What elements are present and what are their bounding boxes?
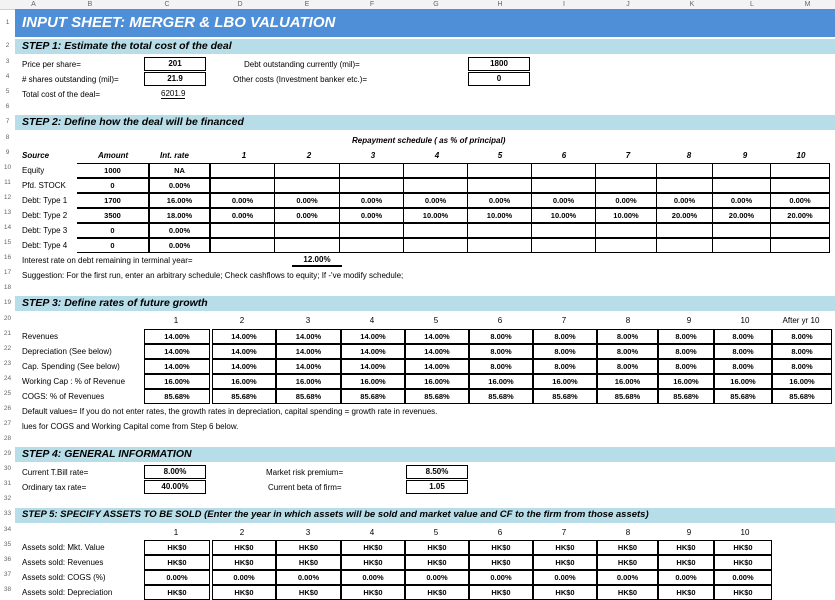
repayment-cell[interactable] [595, 163, 657, 178]
growth-cell[interactable]: 8.00% [597, 329, 658, 344]
growth-cell[interactable]: 14.00% [341, 344, 405, 359]
row-number-18[interactable]: 18 [3, 284, 12, 291]
repayment-cell[interactable]: 0.00% [339, 193, 404, 208]
terminal-rate-input[interactable]: 12.00% [292, 255, 342, 267]
row-number-29[interactable]: 29 [3, 450, 12, 457]
repayment-cell[interactable] [656, 238, 713, 253]
column-header-e[interactable]: E [304, 1, 310, 8]
asset-year-9: 9 [686, 528, 692, 537]
row-number-10[interactable]: 10 [3, 164, 12, 171]
row-number-11[interactable]: 11 [4, 179, 11, 186]
repayment-year-2: 2 [306, 151, 312, 160]
growth-row-label: Working Cap : % of Revenue [22, 377, 126, 386]
suggestion-note: Suggestion: For the first run, enter an arbitrary schedule; Check cashflows to equity; If -'ve modify schedule; [22, 271, 404, 280]
int-rate-cell[interactable]: 18.00% [149, 208, 210, 223]
growth-cell[interactable]: 14.00% [405, 344, 469, 359]
repayment-cell[interactable] [770, 223, 830, 238]
asset-cell[interactable]: HK$0 [276, 555, 341, 570]
row-number-28[interactable]: 28 [3, 435, 12, 442]
repayment-year-5: 5 [497, 151, 503, 160]
tbill-label: Current T.Bill rate= [22, 468, 89, 477]
asset-year-2: 2 [239, 528, 245, 537]
amount-cell[interactable]: 0 [77, 178, 149, 193]
growth-cell[interactable]: 16.00% [341, 374, 405, 389]
row-number-14[interactable]: 14 [3, 224, 12, 231]
repayment-cell[interactable]: 20.00% [770, 208, 830, 223]
repayment-cell[interactable] [467, 163, 532, 178]
repayment-cell[interactable] [770, 238, 830, 253]
tax-label: Ordinary tax rate= [22, 483, 87, 492]
asset-cell[interactable]: 0.00% [658, 570, 714, 585]
asset-year-4: 4 [369, 528, 375, 537]
growth-row-label: COGS: % of Revenues [22, 392, 105, 401]
growth-year-2: 3 [305, 316, 311, 325]
asset-cell[interactable]: 0.00% [341, 570, 405, 585]
growth-cell[interactable]: 14.00% [212, 344, 276, 359]
row-number-5[interactable]: 5 [5, 88, 10, 95]
shares-label: # shares outstanding (mil)= [22, 75, 119, 84]
repayment-cell[interactable]: 0.00% [712, 193, 771, 208]
row-number-13[interactable]: 13 [3, 209, 12, 216]
growth-row-label: Cap. Spending (See below) [22, 362, 120, 371]
asset-year-8: 8 [625, 528, 631, 537]
asset-cell[interactable]: HK$0 [212, 540, 276, 555]
repayment-cell[interactable] [712, 223, 771, 238]
row-number-22[interactable]: 22 [3, 345, 12, 352]
repayment-cell[interactable] [274, 238, 340, 253]
growth-cell[interactable]: 14.00% [144, 359, 210, 374]
asset-cell[interactable]: HK$0 [341, 555, 405, 570]
growth-cell[interactable]: 85.68% [212, 389, 276, 404]
tbill-input[interactable]: 8.00% [144, 465, 206, 479]
growth-cell[interactable]: 85.68% [658, 389, 714, 404]
row-number-15[interactable]: 15 [3, 239, 12, 246]
growth-cell[interactable]: 14.00% [212, 329, 276, 344]
sheet-title: INPUT SHEET: MERGER & LBO VALUATION [22, 14, 336, 31]
row-number-34[interactable]: 34 [3, 526, 12, 533]
row-number-19[interactable]: 19 [3, 299, 12, 306]
growth-year-0: 1 [173, 316, 179, 325]
growth-cell[interactable]: 14.00% [276, 344, 341, 359]
row-number-7[interactable]: 7 [5, 118, 10, 125]
repayment-cell[interactable] [531, 238, 596, 253]
int-rate-cell[interactable]: 0.00% [149, 223, 210, 238]
asset-cell[interactable]: HK$0 [276, 540, 341, 555]
repayment-cell[interactable]: 10.00% [403, 208, 468, 223]
asset-cell[interactable]: HK$0 [469, 555, 533, 570]
repayment-year-4: 4 [434, 151, 440, 160]
row-number-25[interactable]: 25 [3, 390, 12, 397]
int-rate-cell[interactable]: 0.00% [149, 178, 210, 193]
asset-cell[interactable]: 0.00% [212, 570, 276, 585]
growth-cell[interactable]: 16.00% [212, 374, 276, 389]
default-values-note: Default values= If you do not enter rates, the growth rates in depreciation, capital spending = growth rate in revenues. [22, 407, 438, 416]
growth-cell[interactable]: 85.68% [405, 389, 469, 404]
repayment-cell[interactable] [339, 178, 404, 193]
growth-cell[interactable]: 16.00% [405, 374, 469, 389]
growth-year-6: 7 [561, 316, 567, 325]
int-rate-cell[interactable]: 0.00% [149, 238, 210, 253]
repayment-cell[interactable] [339, 223, 404, 238]
column-header-j[interactable]: J [626, 1, 630, 8]
row-number-24[interactable]: 24 [3, 375, 12, 382]
source-label: Debt: Type 3 [22, 226, 68, 235]
growth-row-label: Revenues [22, 332, 59, 341]
repayment-schedule-title: Repayment schedule ( as % of principal) [352, 136, 506, 145]
row-number-2[interactable]: 2 [5, 42, 10, 49]
repayment-year-8: 8 [686, 151, 692, 160]
asset-cell[interactable]: HK$0 [597, 540, 658, 555]
asset-cell[interactable]: 0.00% [405, 570, 469, 585]
repayment-cell[interactable] [403, 223, 468, 238]
growth-year-3: 4 [369, 316, 375, 325]
cogs-note: lues for COGS and Working Capital come from Step 6 below. [22, 422, 239, 431]
row-number-16[interactable]: 16 [3, 254, 12, 261]
asset-year-6: 6 [497, 528, 503, 537]
int-rate-header: Int. rate [160, 151, 189, 160]
repayment-cell[interactable] [403, 178, 468, 193]
growth-cell[interactable]: 8.00% [597, 344, 658, 359]
growth-year-8: 9 [686, 316, 692, 325]
asset-year-3: 3 [305, 528, 311, 537]
row-number-31[interactable]: 31 [3, 480, 12, 487]
repayment-cell[interactable] [403, 163, 468, 178]
asset-cell[interactable]: HK$0 [341, 585, 405, 600]
asset-row-label: Assets sold: COGS (%) [22, 573, 106, 582]
repayment-cell[interactable] [656, 178, 713, 193]
repayment-cell[interactable]: 20.00% [656, 208, 713, 223]
growth-cell[interactable]: 16.00% [714, 374, 772, 389]
repayment-cell[interactable]: 10.00% [595, 208, 657, 223]
repayment-cell[interactable] [467, 178, 532, 193]
growth-year-7: 8 [625, 316, 631, 325]
asset-cell[interactable]: HK$0 [533, 585, 597, 600]
repayment-year-3: 3 [370, 151, 376, 160]
growth-cell[interactable]: 85.68% [341, 389, 405, 404]
repayment-cell[interactable] [210, 178, 275, 193]
growth-year-5: 6 [497, 316, 503, 325]
growth-cell[interactable]: 16.00% [597, 374, 658, 389]
growth-cell[interactable]: 14.00% [276, 329, 341, 344]
total-cost-label: Total cost of the deal= [22, 90, 101, 99]
repayment-cell[interactable] [712, 163, 771, 178]
market-risk-input[interactable]: 8.50% [406, 465, 468, 479]
shares-input[interactable]: 21.9 [144, 72, 206, 86]
repayment-year-6: 6 [561, 151, 567, 160]
column-header-l[interactable]: L [750, 1, 754, 8]
growth-cell[interactable]: 16.00% [469, 374, 533, 389]
asset-cell[interactable]: HK$0 [405, 585, 469, 600]
tax-input[interactable]: 40.00% [144, 480, 206, 494]
repayment-cell[interactable] [467, 223, 532, 238]
total-cost-value: 6201.9 [161, 89, 186, 98]
growth-cell[interactable]: 8.00% [658, 359, 714, 374]
asset-cell[interactable]: HK$0 [714, 585, 772, 600]
repayment-cell[interactable] [656, 163, 713, 178]
column-header-g[interactable]: G [433, 1, 439, 8]
growth-cell[interactable]: 8.00% [533, 359, 597, 374]
repayment-cell[interactable]: 0.00% [210, 208, 275, 223]
column-header-i[interactable]: I [563, 1, 565, 8]
growth-cell[interactable]: 8.00% [714, 359, 772, 374]
market-risk-label: Market risk premium= [266, 468, 344, 477]
growth-cell[interactable]: 16.00% [658, 374, 714, 389]
price-input[interactable]: 201 [144, 57, 206, 71]
asset-cell[interactable]: HK$0 [714, 555, 772, 570]
repayment-cell[interactable]: 0.00% [339, 208, 404, 223]
row-number-12[interactable]: 12 [3, 194, 12, 201]
row-number-26[interactable]: 26 [3, 405, 12, 412]
row-number-36[interactable]: 36 [3, 556, 12, 563]
growth-cell[interactable]: 85.68% [533, 389, 597, 404]
asset-year-10: 10 [740, 528, 750, 537]
repayment-cell[interactable]: 0.00% [531, 193, 596, 208]
repayment-cell[interactable] [467, 238, 532, 253]
asset-cell[interactable]: HK$0 [144, 555, 210, 570]
repayment-cell[interactable] [531, 163, 596, 178]
repayment-year-7: 7 [625, 151, 631, 160]
asset-cell[interactable]: HK$0 [658, 555, 714, 570]
growth-cell[interactable]: 14.00% [405, 359, 469, 374]
asset-cell[interactable]: HK$0 [658, 585, 714, 600]
asset-row-label: Assets sold: Revenues [22, 558, 104, 567]
growth-cell[interactable]: 85.68% [144, 389, 210, 404]
growth-cell[interactable]: 14.00% [144, 329, 210, 344]
asset-cell[interactable]: HK$0 [533, 555, 597, 570]
column-header-d[interactable]: D [237, 1, 243, 8]
growth-cell[interactable]: 85.68% [772, 389, 832, 404]
asset-cell[interactable]: HK$0 [714, 540, 772, 555]
column-header-h[interactable]: H [497, 1, 503, 8]
column-header-a[interactable]: A [31, 1, 36, 8]
asset-cell[interactable]: HK$0 [405, 540, 469, 555]
source-label: Pfd. STOCK [22, 181, 66, 190]
growth-cell[interactable]: 85.68% [714, 389, 772, 404]
step5-heading: STEP 5: SPECIFY ASSETS TO BE SOLD (Enter the year in which assets will be sold and market value and CF to the firm from those assets) [22, 509, 649, 520]
growth-cell[interactable]: 14.00% [341, 359, 405, 374]
asset-cell[interactable]: HK$0 [597, 585, 658, 600]
row-number-6[interactable]: 6 [5, 103, 10, 110]
asset-year-7: 7 [561, 528, 567, 537]
growth-cell[interactable]: 8.00% [597, 359, 658, 374]
amount-cell[interactable]: 0 [77, 223, 149, 238]
repayment-cell[interactable] [595, 223, 657, 238]
growth-cell[interactable]: 8.00% [469, 344, 533, 359]
growth-cell[interactable]: 85.68% [597, 389, 658, 404]
amount-cell[interactable]: 3500 [77, 208, 149, 223]
row-number-4[interactable]: 4 [5, 73, 10, 80]
price-label: Price per share= [22, 60, 81, 69]
asset-cell[interactable]: HK$0 [144, 585, 210, 600]
row-number-9[interactable]: 9 [5, 149, 10, 156]
growth-cell[interactable]: 8.00% [469, 329, 533, 344]
repayment-year-10: 10 [796, 151, 806, 160]
growth-cell[interactable]: 8.00% [533, 344, 597, 359]
amount-cell[interactable]: 1700 [77, 193, 149, 208]
repayment-cell[interactable] [339, 238, 404, 253]
asset-cell[interactable]: HK$0 [469, 540, 533, 555]
asset-cell[interactable]: HK$0 [212, 585, 276, 600]
step4-heading: STEP 4: GENERAL INFORMATION [22, 448, 192, 460]
repayment-cell[interactable] [770, 178, 830, 193]
row-number-37[interactable]: 37 [3, 571, 12, 578]
source-label: Debt: Type 4 [22, 241, 68, 250]
repayment-cell[interactable] [403, 238, 468, 253]
repayment-cell[interactable]: 10.00% [531, 208, 596, 223]
terminal-rate-label: Interest rate on debt remaining in terminal year= [22, 256, 193, 265]
asset-cell[interactable]: HK$0 [341, 540, 405, 555]
source-label: Debt: Type 2 [22, 211, 68, 220]
repayment-cell[interactable] [339, 163, 404, 178]
growth-cell[interactable]: 8.00% [533, 329, 597, 344]
repayment-cell[interactable]: 20.00% [712, 208, 771, 223]
repayment-cell[interactable]: 0.00% [467, 193, 532, 208]
row-number-21[interactable]: 21 [3, 330, 12, 337]
step1-heading: STEP 1: Estimate the total cost of the deal [22, 40, 232, 52]
row-number-30[interactable]: 30 [3, 465, 12, 472]
repayment-cell[interactable] [274, 223, 340, 238]
row-number-23[interactable]: 23 [3, 360, 12, 367]
repayment-cell[interactable] [531, 178, 596, 193]
asset-cell[interactable]: 0.00% [276, 570, 341, 585]
growth-cell[interactable]: 14.00% [341, 329, 405, 344]
repayment-cell[interactable] [770, 163, 830, 178]
amount-cell[interactable]: 1000 [77, 163, 149, 178]
repayment-cell[interactable]: 0.00% [210, 193, 275, 208]
asset-cell[interactable]: HK$0 [276, 585, 341, 600]
amount-cell[interactable]: 0 [77, 238, 149, 253]
growth-row-label: Depreciation (See below) [22, 347, 112, 356]
growth-year-1: 2 [239, 316, 245, 325]
repayment-cell[interactable]: 0.00% [770, 193, 830, 208]
amount-header: Amount [98, 151, 129, 160]
growth-cell[interactable]: 14.00% [405, 329, 469, 344]
row-number-32[interactable]: 32 [3, 495, 12, 502]
repayment-cell[interactable] [595, 238, 657, 253]
asset-cell[interactable]: 0.00% [144, 570, 210, 585]
repayment-cell[interactable] [274, 163, 340, 178]
asset-cell[interactable]: HK$0 [144, 540, 210, 555]
asset-cell[interactable]: HK$0 [658, 540, 714, 555]
source-label: Equity [22, 166, 45, 175]
growth-cell[interactable]: 85.68% [469, 389, 533, 404]
source-label: Debt: Type 1 [22, 196, 68, 205]
repayment-cell[interactable] [210, 163, 275, 178]
row-number-3[interactable]: 3 [5, 58, 10, 65]
asset-cell[interactable]: 0.00% [469, 570, 533, 585]
repayment-cell[interactable] [656, 223, 713, 238]
growth-cell[interactable]: 8.00% [469, 359, 533, 374]
repayment-cell[interactable] [712, 178, 771, 193]
other-costs-label: Other costs (Investment banker etc.)= [233, 75, 368, 84]
repayment-cell[interactable] [274, 178, 340, 193]
beta-label: Current beta of firm= [268, 483, 342, 492]
growth-cell[interactable]: 16.00% [772, 374, 832, 389]
column-header-b[interactable]: B [87, 1, 93, 8]
row-number-8[interactable]: 8 [5, 134, 10, 141]
growth-cell[interactable]: 16.00% [533, 374, 597, 389]
growth-cell[interactable]: 8.00% [772, 359, 832, 374]
asset-cell[interactable]: 0.00% [533, 570, 597, 585]
row-number-35[interactable]: 35 [3, 541, 12, 548]
row-number-1[interactable]: 1 [5, 19, 10, 26]
column-header-f[interactable]: F [369, 1, 375, 8]
growth-year-9: 10 [740, 316, 750, 325]
row-number-38[interactable]: 38 [3, 586, 12, 593]
repayment-cell[interactable]: 0.00% [403, 193, 468, 208]
growth-cell[interactable]: 16.00% [276, 374, 341, 389]
repayment-cell[interactable] [531, 223, 596, 238]
growth-cell[interactable]: 8.00% [772, 329, 832, 344]
growth-year-10: After yr 10 [782, 316, 820, 325]
asset-cell[interactable]: HK$0 [469, 585, 533, 600]
repayment-cell[interactable] [712, 238, 771, 253]
repayment-cell[interactable] [595, 178, 657, 193]
repayment-cell[interactable]: 10.00% [467, 208, 532, 223]
source-header: Source [22, 151, 50, 160]
asset-cell[interactable]: 0.00% [597, 570, 658, 585]
repayment-cell[interactable]: 0.00% [595, 193, 657, 208]
asset-row-label: Assets sold: Depreciation [22, 588, 113, 597]
debt-input[interactable]: 1800 [468, 57, 530, 71]
row-number-17[interactable]: 17 [3, 269, 12, 276]
growth-cell[interactable]: 8.00% [714, 329, 772, 344]
repayment-cell[interactable] [210, 223, 275, 238]
growth-cell[interactable]: 14.00% [276, 359, 341, 374]
growth-cell[interactable]: 8.00% [658, 329, 714, 344]
row-number-20[interactable]: 20 [3, 315, 12, 322]
repayment-cell[interactable]: 0.00% [274, 208, 340, 223]
column-header-k[interactable]: K [689, 1, 695, 8]
asset-cell[interactable]: HK$0 [405, 555, 469, 570]
asset-row-label: Assets sold: Mkt. Value [22, 543, 105, 552]
int-rate-cell[interactable]: 16.00% [149, 193, 210, 208]
repayment-cell[interactable]: 0.00% [274, 193, 340, 208]
row-number-27[interactable]: 27 [3, 420, 12, 427]
other-costs-input[interactable]: 0 [468, 72, 530, 86]
step2-heading: STEP 2: Define how the deal will be financed [22, 116, 244, 128]
beta-input[interactable]: 1.05 [406, 480, 468, 494]
column-header-c[interactable]: C [164, 1, 170, 8]
asset-cell[interactable]: HK$0 [212, 555, 276, 570]
row-number-33[interactable]: 33 [3, 510, 12, 517]
asset-cell[interactable]: HK$0 [533, 540, 597, 555]
step3-heading: STEP 3: Define rates of future growth [22, 297, 208, 309]
repayment-year-9: 9 [742, 151, 748, 160]
asset-cell[interactable]: HK$0 [597, 555, 658, 570]
asset-cell[interactable]: 0.00% [714, 570, 772, 585]
growth-cell[interactable]: 16.00% [144, 374, 210, 389]
int-rate-cell[interactable]: NA [149, 163, 210, 178]
growth-cell[interactable]: 14.00% [144, 344, 210, 359]
growth-cell[interactable]: 8.00% [714, 344, 772, 359]
asset-year-5: 5 [433, 528, 439, 537]
debt-label: Debt outstanding currently (mil)= [244, 60, 360, 69]
growth-cell[interactable]: 14.00% [212, 359, 276, 374]
growth-year-4: 5 [433, 316, 439, 325]
growth-cell[interactable]: 8.00% [658, 344, 714, 359]
repayment-cell[interactable] [210, 238, 275, 253]
repayment-year-1: 1 [241, 151, 247, 160]
repayment-cell[interactable]: 0.00% [656, 193, 713, 208]
asset-year-1: 1 [173, 528, 179, 537]
growth-cell[interactable]: 85.68% [276, 389, 341, 404]
column-header-m[interactable]: M [804, 1, 811, 8]
growth-cell[interactable]: 8.00% [772, 344, 832, 359]
